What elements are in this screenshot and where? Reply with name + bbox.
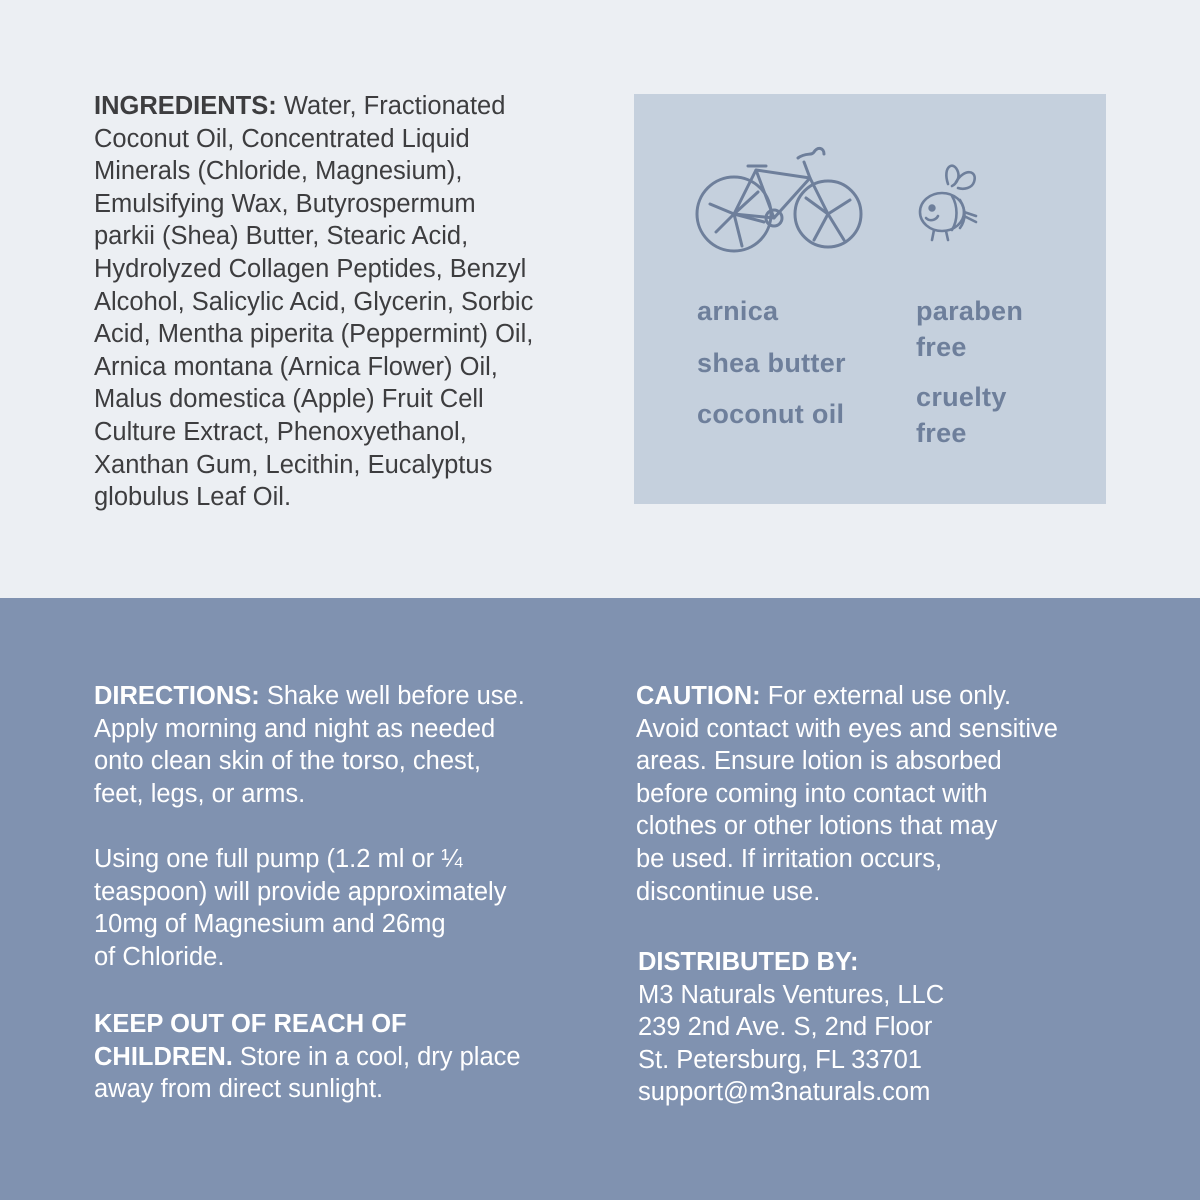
feature-shea-butter: shea butter: [697, 347, 846, 378]
feature-cruelty-free: cruelty free: [916, 382, 1007, 448]
ingredients-text: Water, Fractionated Coconut Oil, Concentrated Liquid Minerals (Chloride, Magnesium), Emulsifying Wax, Butyrospermum parkii (Shea) Butter, Stearic Acid, Hydrolyzed Collagen Peptides, Benzyl Alcohol, Salicylic Acid, Glycerin, Sorbic Acid, Mentha piperita (Peppermint) Oil, Arnica montana (Arnica Flower) Oil, Malus domestica (Apple) Fruit Cell Culture Extract, Phenoxyethanol, Xanthan Gum, Lecithin, Eucalyptus globulus Leaf Oil.: [94, 92, 534, 512]
bicycle-icon: [694, 142, 866, 254]
storage-paragraph: [94, 1008, 594, 1106]
keep-out-heading: KEEP OUT OF REACH OF CHILDREN.: [94, 1010, 407, 1071]
bee-icon: [912, 158, 984, 242]
directions-paragraph: [94, 680, 594, 810]
caution-paragraph: [636, 680, 1136, 908]
caution-text: For external use only. Avoid contact with eyes and sensitive areas. Ensure lotion is absorbed before coming into contact with clothes or other lotions that may be used. If irritation occurs, discontinue use.: [636, 682, 1058, 906]
directions-heading: DIRECTIONS:: [94, 682, 260, 710]
feature-list-left: [697, 293, 846, 448]
distributor-address: M3 Naturals Ventures, LLC 239 2nd Ave. S, 2nd Floor St. Petersburg, FL 33701 support@m3naturals.com: [638, 980, 945, 1107]
caution-heading: CAUTION:: [636, 682, 761, 710]
feature-arnica: arnica: [697, 296, 779, 326]
ingredients-heading: INGREDIENTS:: [94, 92, 277, 120]
feature-paraben-free: paraben free: [916, 296, 1024, 362]
ingredients-paragraph: [94, 90, 574, 514]
directions-text: Shake well before use. Apply morning and night as needed onto clean skin of the torso, chest, feet, legs, or arms.: [94, 682, 525, 808]
distributor-block: [638, 946, 1138, 1109]
dosage-paragraph: [94, 843, 594, 973]
distributed-heading: DISTRIBUTED BY:: [638, 948, 859, 976]
storage-text: Store in a cool, dry place away from direct sunlight.: [94, 1042, 521, 1104]
dosage-text: Using one full pump (1.2 ml or ¼ teaspoon) will provide approximately 10mg of Magnesium and 26mg of Chloride.: [94, 845, 507, 971]
feature-coconut-oil: coconut oil: [697, 399, 845, 429]
feature-list-right: [916, 293, 1086, 465]
